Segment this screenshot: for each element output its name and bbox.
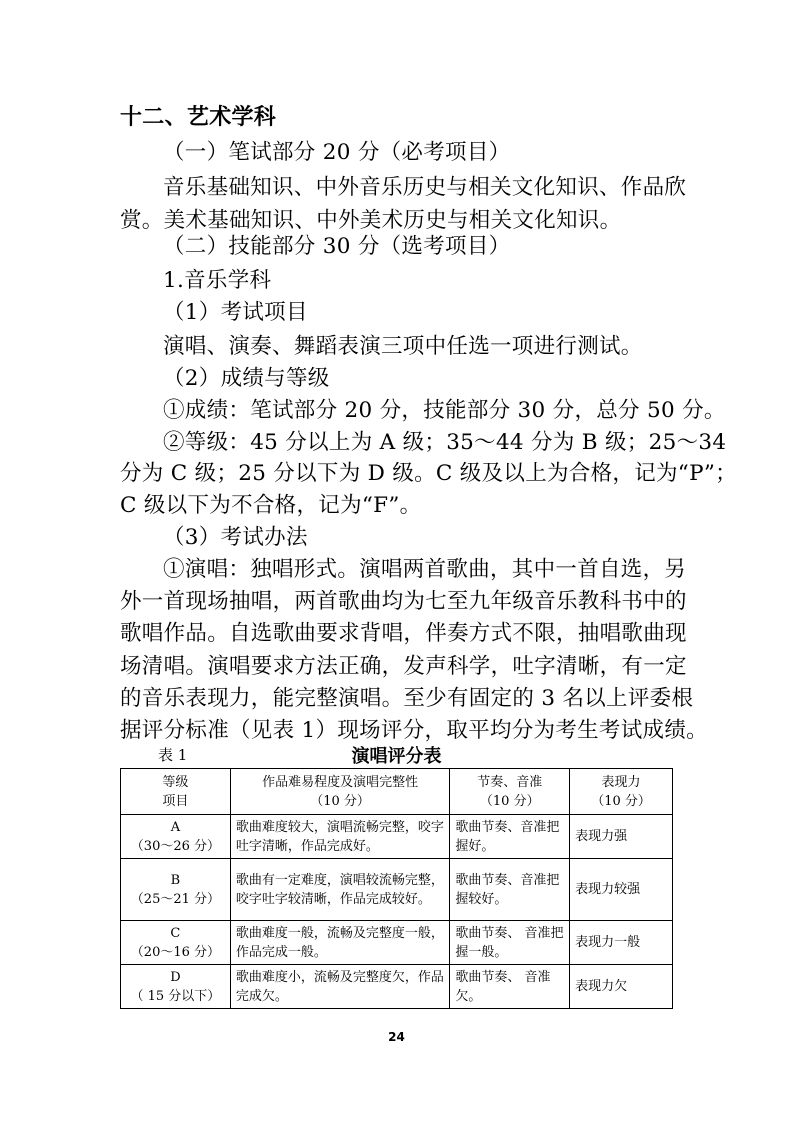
paragraph-line: 演唱、演奏、舞蹈表演三项中任选一项进行测试。 [163, 334, 643, 359]
rhythm-cell: 歌曲节奏、音准把握较好。 [450, 859, 570, 921]
table-caption [120, 742, 673, 768]
work-cell: 歌曲难度小，流畅及完整度欠，作品完成欠。 [230, 965, 450, 1009]
paragraph-line: 音乐基础知识、中外音乐历史与相关文化知识、作品欣 [163, 175, 687, 200]
table-row [121, 859, 673, 921]
paragraph-line: （二）技能部分 30 分（选考项目） [163, 234, 511, 259]
paragraph-line: C 级以下为不合格，记为“F”。 [120, 493, 422, 518]
expression-cell: 表现力欠 [570, 965, 673, 1009]
table-label: 表 1 [158, 746, 188, 764]
grade-cell: A （30～26 分） [121, 815, 231, 859]
grade-cell: C （20～16 分） [121, 921, 231, 965]
header-work: 作品难易程度及演唱完整性 （10 分） [230, 769, 450, 815]
paragraph-line: 场清唱。演唱要求方法正确，发声科学，吐字清晰，有一定 [120, 654, 687, 679]
table-title: 演唱评分表 [351, 746, 442, 767]
header-rhythm: 节奏、音准 （10 分） [450, 769, 570, 815]
paragraph-line: 分为 C 级；25 分以下为 D 级。C 级及以上为合格，记为“P”； [120, 461, 737, 486]
paragraph-line: （3）考试办法 [163, 525, 308, 550]
paragraph-line: （2）成绩与等级 [163, 366, 330, 391]
grade-cell: B （25～21 分） [121, 859, 231, 921]
paragraph-line: （1）考试项目 [163, 300, 308, 325]
paragraph-line: 歌唱作品。自选歌曲要求背唱，伴奏方式不限，抽唱歌曲现 [120, 621, 687, 646]
grade-cell: D （ 15 分以下） [121, 965, 231, 1009]
expression-cell: 表现力一般 [570, 921, 673, 965]
table-row [121, 921, 673, 965]
paragraph-line: 赏。美术基础知识、中外美术历史与相关文化知识。 [120, 208, 622, 233]
page-number: 24 [388, 1030, 405, 1044]
header-expression: 表现力 （10 分） [570, 769, 673, 815]
expression-cell: 表现力强 [570, 815, 673, 859]
rhythm-cell: 歌曲节奏、 音准把握一般。 [450, 921, 570, 965]
paragraph-line: ②等级：45 分以上为 A 级；35～44 分为 B 级；25～34 [163, 430, 727, 455]
table-row [121, 965, 673, 1009]
paragraph-line: （一）笔试部分 20 分（必考项目） [163, 140, 511, 165]
rhythm-cell: 歌曲节奏、音准把握好。 [450, 815, 570, 859]
work-cell: 歌曲难度一般，流畅及完整度一般，作品完成一般。 [230, 921, 450, 965]
paragraph-line: ①成绩：笔试部分 20 分，技能部分 30 分，总分 50 分。 [163, 398, 726, 423]
paragraph-line: 1.音乐学科 [163, 268, 272, 293]
work-cell: 歌曲有一定难度，演唱较流畅完整，咬字吐字较清晰，作品完成较好。 [230, 859, 450, 921]
work-cell: 歌曲难度较大，演唱流畅完整，咬字吐字清晰，作品完成好。 [230, 815, 450, 859]
paragraph-line: 据评分标准（见表 1）现场评分，取平均分为考生考试成绩。 [120, 718, 708, 743]
section-heading: 十二、艺术学科 [120, 105, 277, 130]
paragraph-line: ①演唱：独唱形式。演唱两首歌曲，其中一首自选，另 [163, 557, 687, 582]
scoring-table [120, 768, 673, 1009]
header-grade: 等级 项目 [121, 769, 231, 815]
rhythm-cell: 歌曲节奏、 音准欠。 [450, 965, 570, 1009]
paragraph-line: 外一首现场抽唱，两首歌曲均为七至九年级音乐教科书中的 [120, 589, 687, 614]
table-row [121, 815, 673, 859]
paragraph-line: 的音乐表现力，能完整演唱。至少有固定的 3 名以上评委根 [120, 686, 694, 711]
table-header-row [121, 769, 673, 815]
expression-cell: 表现力较强 [570, 859, 673, 921]
